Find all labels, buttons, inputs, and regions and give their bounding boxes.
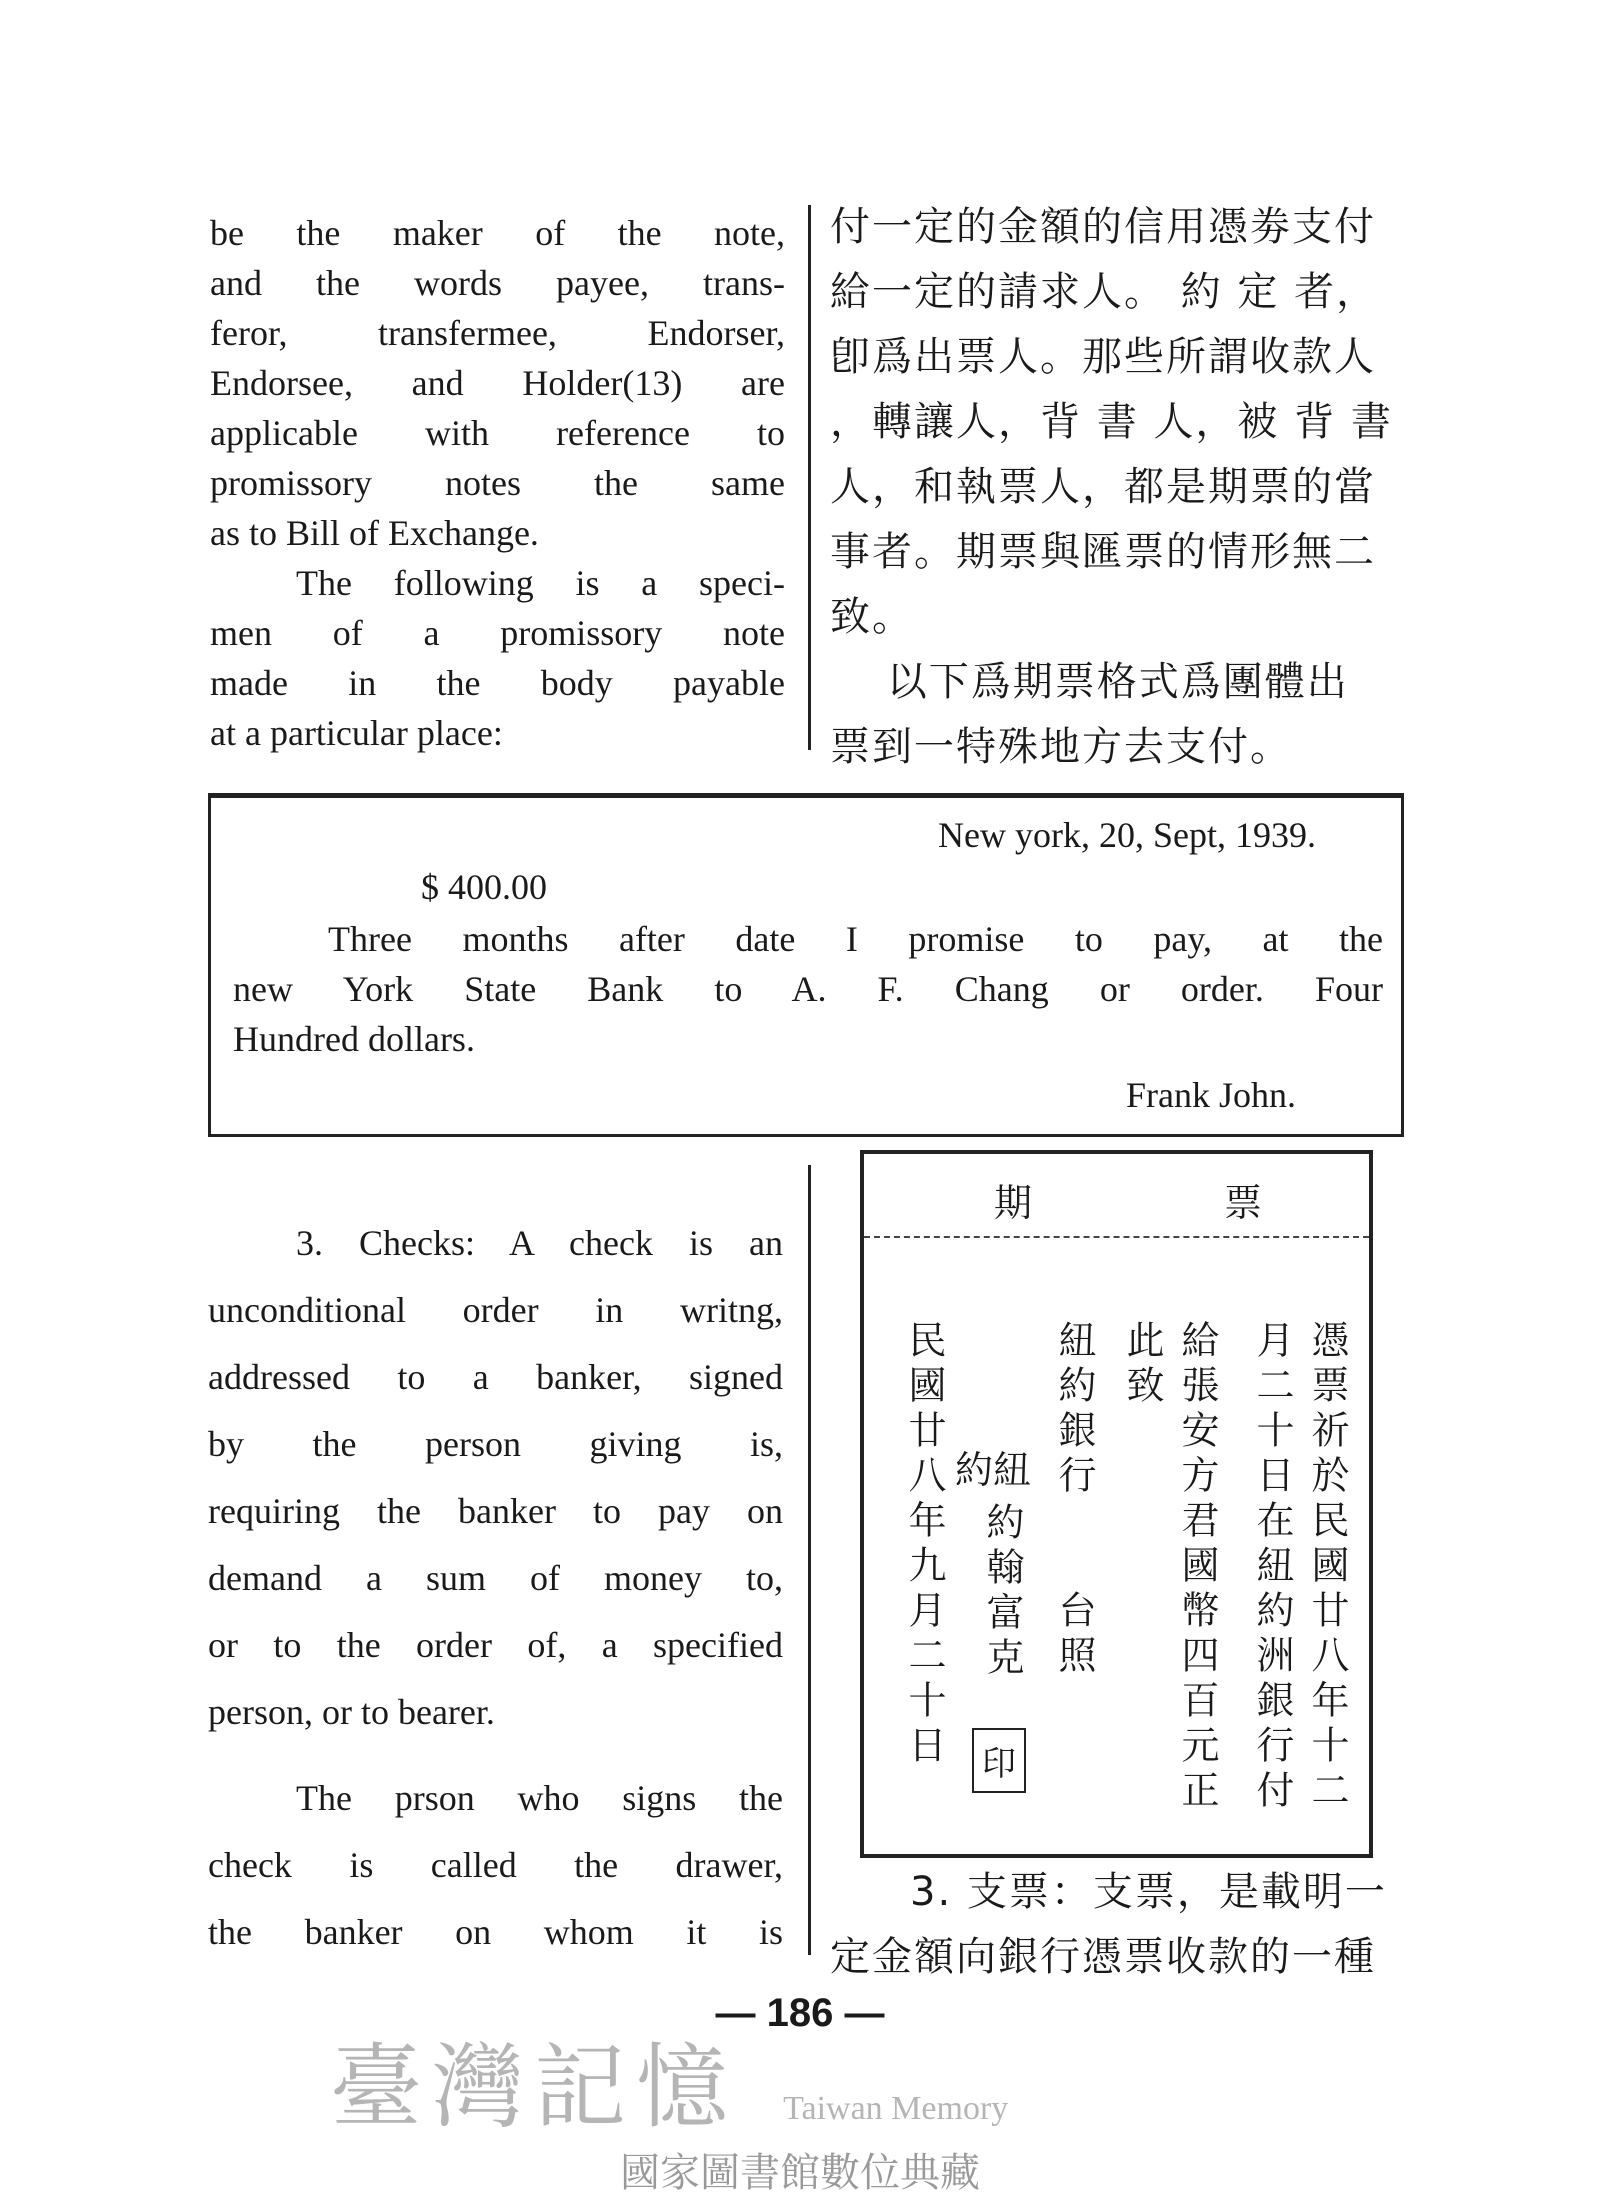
watermark-zh: 臺灣記憶	[330, 2034, 739, 2141]
note-column: 月二十日在紐約洲銀行付	[1250, 1320, 1294, 1815]
text-line: The following is a speci-	[296, 563, 785, 603]
note-body	[233, 914, 1383, 1064]
text-line: Three months after date I promise to pay, at the	[328, 919, 1383, 959]
text-line: 致。	[830, 594, 914, 640]
english-text-bottom	[208, 1218, 783, 1974]
text-line: as to Bill of Exchange.	[210, 513, 539, 553]
note-column: 憑票祈於民國廿八年十二	[1305, 1320, 1349, 1815]
text-line: The prson who signs the	[296, 1778, 783, 1818]
signature-place: 約紐	[955, 1448, 1032, 1492]
note-column: 紐約銀行 台照	[1052, 1320, 1096, 1680]
note-title-right: 票	[1224, 1181, 1263, 1225]
watermark-en: Taiwan Memory	[783, 2090, 1009, 2127]
text-line: feror, transfermee, Endorser,	[210, 313, 785, 353]
chinese-text-bottom	[830, 1860, 1387, 1990]
text-line: or to the order of, a specified	[208, 1625, 783, 1665]
signature-name: 約翰富克	[980, 1502, 1024, 1682]
text-line: person, or to bearer.	[208, 1692, 495, 1732]
column-divider	[808, 205, 811, 750]
text-line: ，轉讓人，背 書 人，被 背 書	[830, 399, 1393, 445]
note-title-left: 期	[994, 1181, 1033, 1225]
text-line: and the words payee, trans-	[210, 263, 785, 303]
text-line: check is called the drawer,	[208, 1845, 783, 1885]
wavy-divider	[864, 1236, 1369, 1238]
text-line: made in the body payable	[210, 663, 785, 703]
text-line: unconditional order in writng,	[208, 1290, 783, 1330]
text-line: by the person giving is,	[208, 1424, 783, 1464]
text-line: 人，和執票人，都是期票的當	[830, 464, 1376, 510]
text-line: at a particular place:	[210, 713, 503, 753]
note-date-column: 民國廿八年九月二十日	[902, 1320, 946, 1770]
text-line: 定金額向銀行憑票收款的一種	[830, 1934, 1376, 1980]
text-line: 3. 支票：支票，是載明一	[910, 1869, 1387, 1915]
text-line: requiring the banker to pay on	[208, 1491, 783, 1531]
promissory-note-box	[208, 793, 1404, 1137]
text-line: new York State Bank to A. F. Chang or order. Four	[233, 969, 1383, 1009]
text-line: Endorsee, and Holder(13) are	[210, 363, 785, 403]
text-line: 3. Checks: A check is an	[296, 1223, 783, 1263]
note-amount: $ 400.00	[421, 867, 547, 907]
page-number: — 186 —	[715, 1991, 885, 2035]
note-date: New york, 20, Sept, 1939.	[938, 815, 1316, 855]
text-line: addressed to a banker, signed	[208, 1357, 783, 1397]
text-line: Hundred dollars.	[233, 1019, 475, 1059]
text-line: 票到一特殊地方去支付。	[830, 724, 1292, 770]
note-column: 此致	[1120, 1320, 1164, 1410]
text-line: 給一定的請求人。 約 定 者，	[830, 269, 1379, 315]
footer-credit: 國家圖書館數位典藏	[620, 2150, 980, 2196]
text-line: demand a sum of money to,	[208, 1558, 783, 1598]
text-line: 付一定的金額的信用憑劵支付	[830, 204, 1376, 250]
english-text-top	[210, 208, 785, 758]
text-line: 以下爲期票格式爲團體出	[830, 659, 1349, 705]
text-line: men of a promissory note	[210, 613, 785, 653]
note-signature: Frank John.	[1126, 1075, 1296, 1115]
chinese-text-top	[830, 195, 1410, 780]
seal-stamp: 印	[972, 1728, 1026, 1793]
text-line: be the maker of the note,	[210, 213, 785, 253]
note-column: 給張安方君國幣四百元正	[1175, 1320, 1219, 1815]
text-line: 卽爲出票人。那些所謂收款人	[830, 334, 1376, 380]
text-line: promissory notes the same	[210, 463, 785, 503]
column-divider	[808, 1165, 811, 1955]
text-line: applicable with reference to	[210, 413, 785, 453]
text-line: 事者。期票與匯票的情形無二	[830, 529, 1376, 575]
watermark	[330, 2034, 1009, 2141]
text-line: the banker on whom it is	[208, 1912, 783, 1952]
